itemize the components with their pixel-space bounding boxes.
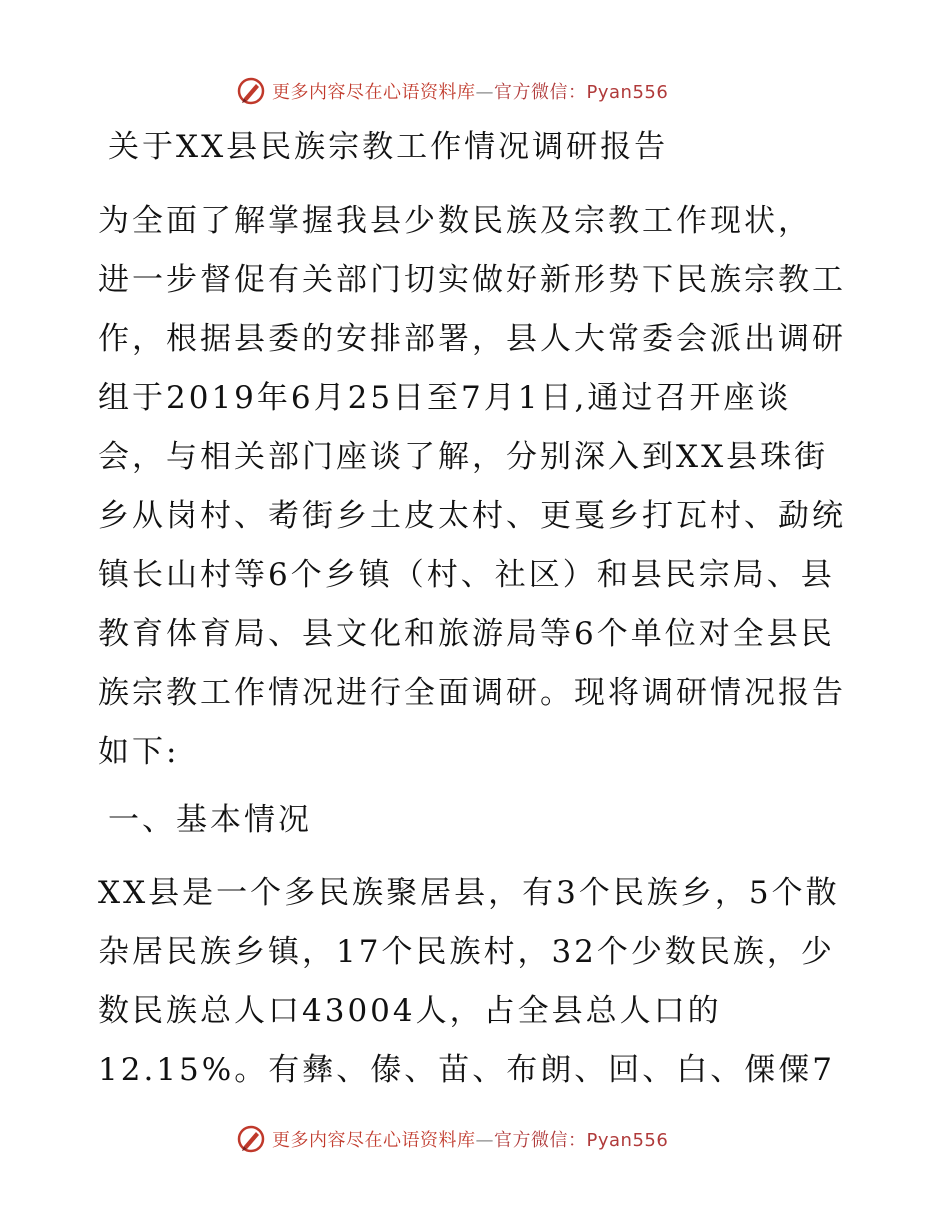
section-heading: 一、基本情况	[108, 802, 312, 838]
paragraph-line: XX县是一个多民族聚居县，有3个民族乡，5个散	[98, 875, 840, 911]
intro-paragraph	[98, 192, 858, 782]
paragraph-line: 12.15%。有彝、傣、苗、布朗、回、白、傈僳7	[98, 1052, 835, 1088]
paragraph-line: 为全面了解掌握我县少数民族及宗教工作现状，	[98, 203, 812, 239]
paragraph-line: 进一步督促有关部门切实做好新形势下民族宗教工	[98, 262, 846, 298]
watermark-text: 更多内容尽在心语资料库—官方微信：Pyan556	[272, 82, 669, 103]
watermark-text: 更多内容尽在心语资料库—官方微信：Pyan556	[272, 1130, 669, 1151]
section-paragraph	[98, 864, 858, 1100]
paragraph-line: 如下:	[98, 734, 180, 770]
footer-watermark	[236, 1124, 668, 1154]
paragraph-line: 作，根据县委的安排部署，县人大常委会派出调研	[98, 321, 846, 357]
paragraph-line: 杂居民族乡镇，17个民族村，32个少数民族，少	[98, 934, 835, 970]
pen-logo-icon	[236, 76, 266, 106]
paragraph-line: 族宗教工作情况进行全面调研。现将调研情况报告	[98, 675, 846, 711]
paragraph-line: 乡从岗村、耇街乡土皮太村、更戛乡打瓦村、勐统	[98, 498, 846, 534]
paragraph-line: 镇长山村等6个乡镇（村、社区）和县民宗局、县	[98, 557, 835, 593]
pen-logo-icon	[236, 1124, 266, 1154]
paragraph-line: 会，与相关部门座谈了解，分别深入到XX县珠街	[98, 439, 829, 475]
document-title: 关于XX县民族宗教工作情况调研报告	[108, 129, 669, 165]
paragraph-line: 数民族总人口43004人，占全县总人口的	[98, 993, 722, 1029]
paragraph-line: 组于2019年6月25日至7月1日,通过召开座谈	[98, 380, 792, 416]
header-watermark	[236, 76, 668, 106]
paragraph-line: 教育体育局、县文化和旅游局等6个单位对全县民	[98, 616, 835, 652]
